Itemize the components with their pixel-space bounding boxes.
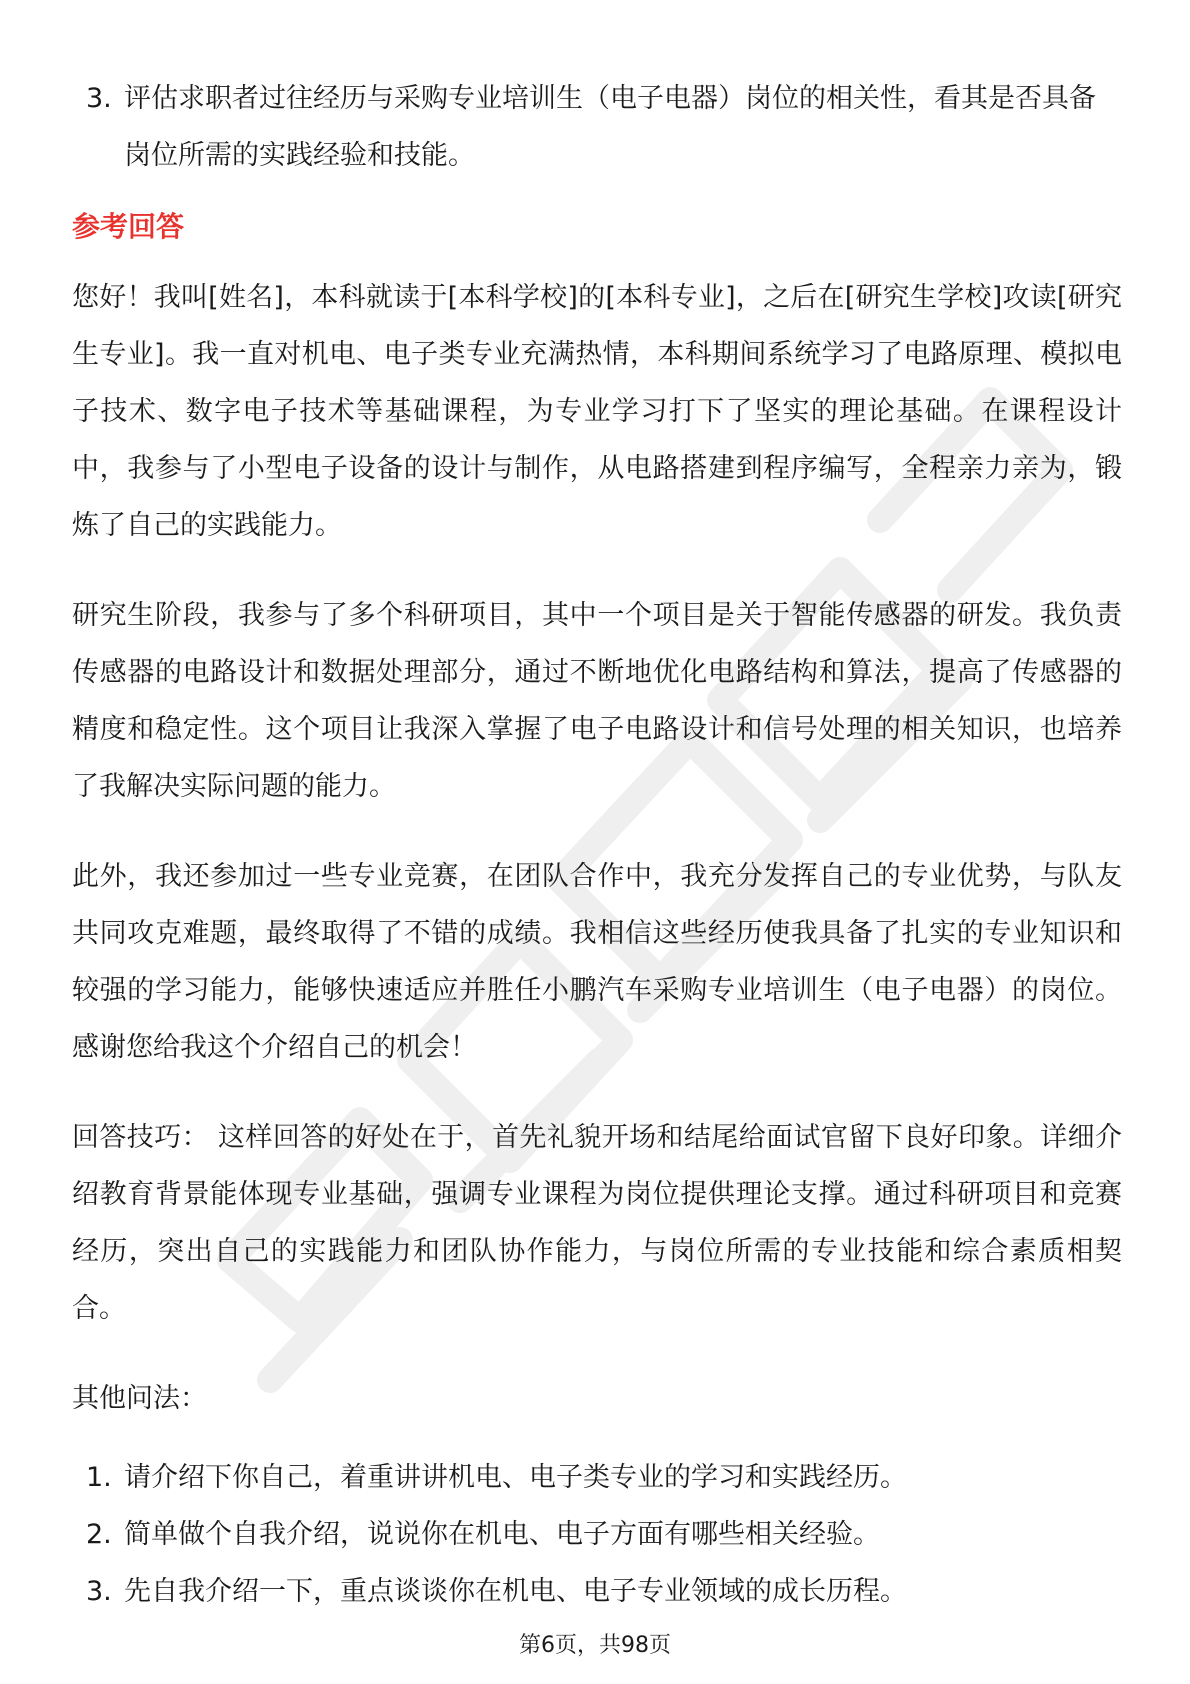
- list-item: [72, 1506, 1122, 1563]
- list-item: [72, 1563, 1122, 1620]
- list-item-text: 评估求职者过往经历与采购专业培训生（电子电器）岗位的相关性，看其是否具备岗位所需的实践经验和技能。: [124, 83, 1096, 171]
- answer-paragraph: 您好！我叫[姓名]，本科就读于[本科学校]的[本科专业]，之后在[研究生学校]攻读[研究生专业]。我一直对机电、电子类专业充满热情，本科期间系统学习了电路原理、模拟电子技术、数字电子技术等基础课程，为专业学习打下了坚实的理论基础。在课程设计中，我参与了小型电子设备的设计与制作，从电路搭建到程序编写，全程亲力亲为，锻炼了自己的实践能力。: [72, 282, 1122, 541]
- answer-tips: 回答技巧： 这样回答的好处在于，首先礼貌开场和结尾给面试官留下良好印象。详细介绍教育背景能体现专业基础，强调专业课程为岗位提供理论支撑。通过科研项目和竞赛经历，突出自己的实践能力和团队协作能力，与岗位所需的专业技能和综合素质相契合。: [72, 1122, 1122, 1324]
- section-heading: 参考回答: [72, 210, 185, 243]
- list-item-number: 3.: [86, 1576, 112, 1607]
- list-item-number: 2.: [86, 1519, 112, 1550]
- list-item: [72, 70, 1122, 184]
- top-numbered-list: [72, 70, 1122, 184]
- answer-paragraph: 此外，我还参加过一些专业竞赛，在团队合作中，我充分发挥自己的专业优势，与队友共同攻克难题，最终取得了不错的成绩。我相信这些经历使我具备了扎实的专业知识和较强的学习能力，能够快速适应并胜任小鹏汽车采购专业培训生（电子电器）的岗位。感谢您给我这个介绍自己的机会！: [72, 861, 1122, 1063]
- list-item-text: 请介绍下你自己，着重讲讲机电、电子类专业的学习和实践经历。: [124, 1462, 907, 1493]
- page-content: [72, 70, 1122, 1620]
- list-item-text: 先自我介绍一下，重点谈谈你在机电、电子专业领域的成长历程。: [124, 1576, 907, 1607]
- list-item: [72, 1449, 1122, 1506]
- list-item-text: 简单做个自我介绍，说说你在机电、电子方面有哪些相关经验。: [124, 1519, 880, 1550]
- answer-paragraph: 研究生阶段，我参与了多个科研项目，其中一个项目是关于智能传感器的研发。我负责传感器的电路设计和数据处理部分，通过不断地优化电路结构和算法，提高了传感器的精度和稳定性。这个项目让我深入掌握了电子电路设计和信号处理的相关知识，也培养了我解决实际问题的能力。: [72, 600, 1122, 802]
- list-item-number: 3.: [86, 83, 112, 114]
- page-footer: 第6页，共98页: [519, 1633, 671, 1658]
- list-item-number: 1.: [86, 1462, 112, 1493]
- other-questions-list: [72, 1449, 1122, 1620]
- other-questions-label: 其他问法：: [72, 1383, 207, 1414]
